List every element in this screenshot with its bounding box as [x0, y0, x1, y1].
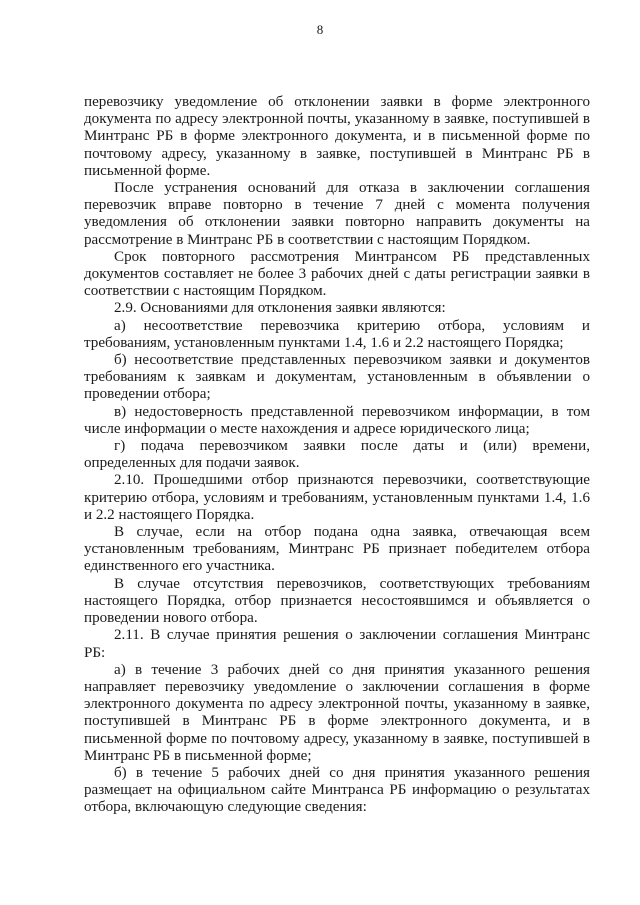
clause-2-9-item-a: а) несоответствие перевозчика критерию отбора, условиям и требованиям, установленным пунктами 1.4, 1.6 и 2.2 настоящего Порядка; [84, 317, 590, 351]
clause-2-9-item-b: б) несоответствие представленных перевозчиком заявки и документов требованиям к заявкам и документам, установленным в объявлении о проведении отбора; [84, 352, 590, 403]
clause-2-11-item-a: а) в течение 3 рабочих дней со дня принятия указанного решения направляет перевозчику уведомление о заключении соглашения в форме электронного документа по адресу электронной почты, указанному в заявке, поступившей в Минтранс РБ в форме электронного документа, и в письменной форме по почтовому адресу, указанному в заявке, поступившей в Минтранс РБ в письменной форме; [84, 661, 590, 764]
page-number: 8 [316, 22, 324, 37]
paragraph-single-application: В случае, если на отбор подана одна заявка, отвечающая всем установленным требованиям, Минтранс РБ признает победителем отбора единственного его участника. [84, 524, 590, 575]
paragraph-resubmission: После устранения оснований для отказа в заключении соглашения перевозчик вправе повторно в течение 7 дней с момента получения уведомления об отклонении заявки повторно направить документы на рассмотрение в Минтранс РБ в соответствии с настоящим Порядком. [84, 180, 590, 248]
clause-2-11-heading: 2.11. В случае принятия решения о заключении соглашения Минтранс РБ: [84, 627, 590, 661]
paragraph-continuation: перевозчику уведомление об отклонении заявки в форме электронного документа по адресу электронной почты, указанному в заявке, поступившей в Минтранс РБ в форме электронного документа, и в письменной форме по почтовому адресу, указанному в заявке, поступившей в Минтранс РБ в письменной форме. [84, 94, 590, 179]
clause-2-10: 2.10. Прошедшими отбор признаются перевозчики, соответствующие критерию отбора, условиям и требованиям, установленным пунктами 1.4, 1.6 и 2.2 настоящего Порядка. [84, 472, 590, 523]
clause-2-9-heading: 2.9. Основаниями для отклонения заявки являются: [114, 300, 446, 317]
clause-2-9-item-v: в) недостоверность представленной перевозчиком информации, в том числе информации о месте нахождения и адресе юридического лица; [84, 403, 590, 437]
clause-2-9-item-g: г) подача перевозчиком заявки после даты и (или) времени, определенных для подачи заявок. [84, 438, 590, 472]
paragraph-review-term: Срок повторного рассмотрения Минтрансом РБ представленных документов составляет не более 3 рабочих дней с даты регистрации заявки в соответствии с настоящим Порядком. [84, 248, 590, 300]
paragraph-no-carriers: В случае отсутствия перевозчиков, соответствующих требованиям настоящего Порядка, отбор признается несостоявшимся и объявляется о проведении нового отбора. [84, 575, 590, 627]
clause-2-11-item-b: б) в течение 5 рабочих дней со дня принятия указанного решения размещает на официальном сайте Минтранса РБ информацию о результатах отбора, включающую следующие сведения: [84, 764, 590, 816]
document-body [84, 94, 590, 817]
